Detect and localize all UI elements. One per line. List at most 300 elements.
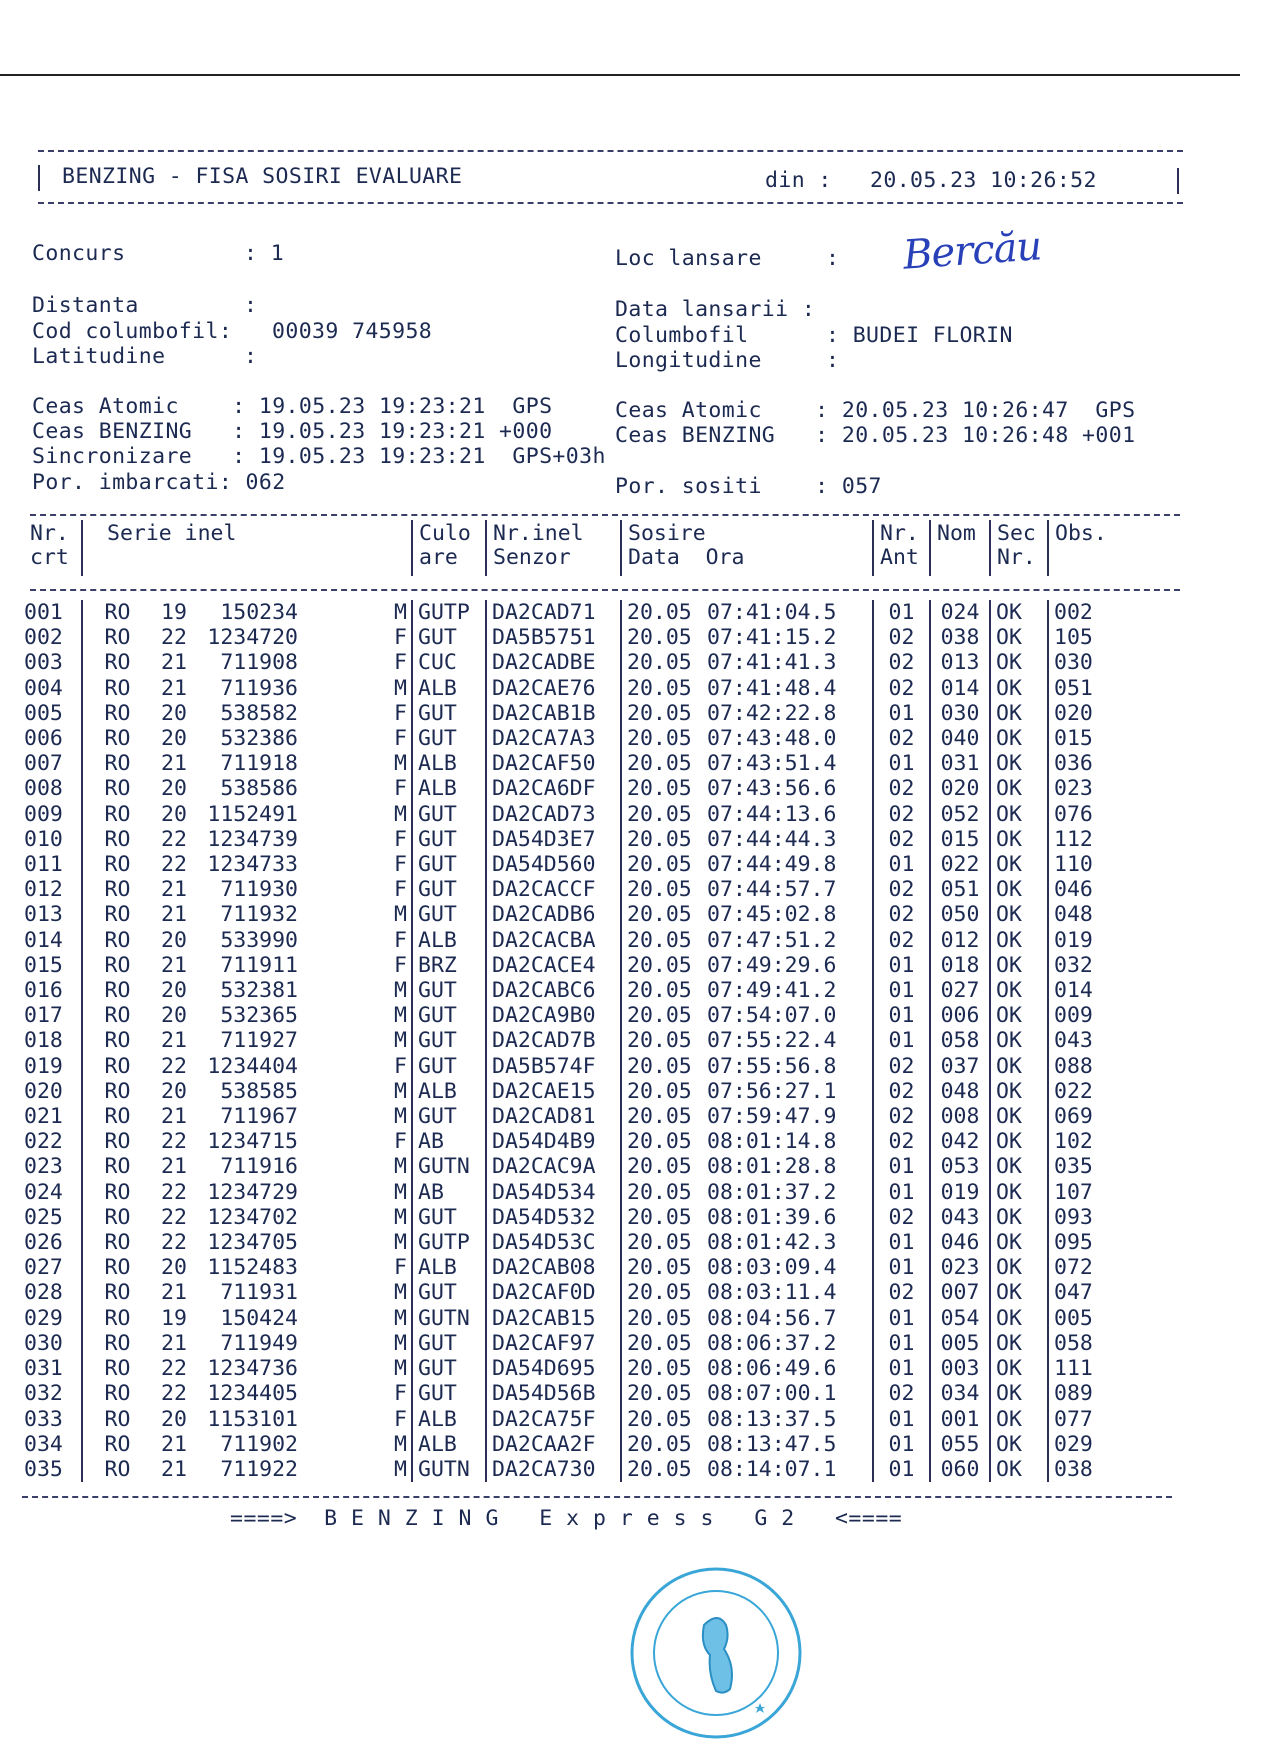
cell-sec-nr: OK	[990, 877, 1048, 902]
cell-obs: 046	[1048, 877, 1164, 902]
cell-ring-number: 711936	[220, 675, 298, 701]
cell-sex: F	[394, 650, 407, 676]
din-label: din :	[765, 168, 832, 193]
cell-sec-nr: OK	[990, 1306, 1048, 1331]
cell-year: 22	[161, 1381, 187, 1407]
cell-nr-ant: 01	[873, 1180, 930, 1205]
header-bottom-dashed-rule	[38, 202, 1183, 204]
cell-nr-crt: 014	[24, 927, 63, 953]
cell-obs: 058	[1048, 1331, 1164, 1356]
cell-sec-nr: OK	[990, 1104, 1048, 1129]
table-row	[20, 1003, 1164, 1028]
clock-left-atomic: Ceas Atomic : 19.05.23 19:23:21 GPS	[32, 394, 553, 419]
cell-ring-number: 532365	[220, 1003, 298, 1029]
cell-country: RO	[82, 877, 152, 902]
table-row	[20, 600, 1164, 625]
cell-year: 19	[161, 600, 187, 625]
cell-sec-nr: OK	[990, 1432, 1048, 1457]
cell-sec-nr: OK	[990, 1230, 1048, 1255]
cell-nr-crt: 004	[24, 675, 63, 701]
cell-sex: F	[394, 826, 407, 852]
cell-arrival-date: 20.05	[621, 1129, 707, 1154]
cell-arrival-time: 07:41:15.2	[707, 625, 837, 651]
din-timestamp: 20.05.23 10:26:52	[870, 168, 1097, 193]
cell-nom: 052	[930, 802, 990, 827]
cell-ring-number: 711930	[220, 877, 298, 903]
cell-ring-number: 1234729	[207, 1179, 298, 1205]
cell-obs: 069	[1048, 1104, 1164, 1129]
cell-arrival-time: 08:01:39.6	[707, 1204, 837, 1230]
cell-nr-crt: 025	[24, 1204, 63, 1230]
cell-obs: 009	[1048, 1003, 1164, 1028]
cell-nr-crt: 002	[24, 625, 63, 651]
cell-obs: 093	[1048, 1205, 1164, 1230]
table-top-dashed-rule	[30, 514, 1180, 516]
cell-sex: M	[394, 1154, 407, 1180]
cell-arrival-time: 07:42:22.8	[707, 700, 837, 726]
cell-arrival-time: 07:54:07.0	[707, 1003, 837, 1029]
cell-arrival-date: 20.05	[621, 676, 707, 701]
report-title: BENZING - FISA SOSIRI EVALUARE	[62, 164, 463, 189]
cell-year: 20	[161, 1406, 187, 1432]
cell-color: AB	[412, 1180, 486, 1205]
cell-sec-nr: OK	[990, 776, 1048, 801]
cell-ring-number: 533990	[220, 927, 298, 953]
cell-nom: 053	[930, 1154, 990, 1179]
cell-nr-ant: 02	[873, 650, 930, 675]
col-serie-inel: Serie inel	[82, 520, 412, 576]
table-row	[20, 827, 1164, 852]
cell-sec-nr: OK	[990, 953, 1048, 978]
cell-arrival-time: 07:44:57.7	[707, 877, 837, 903]
cell-nom: 012	[930, 928, 990, 953]
cell-sec-nr: OK	[990, 1180, 1048, 1205]
table-row	[20, 902, 1164, 927]
cell-sensor-ring: DA2CAF0D	[486, 1280, 621, 1305]
cell-ring-number: 1152483	[207, 1255, 298, 1281]
cell-country: RO	[82, 1457, 152, 1482]
table-row	[20, 1129, 1164, 1154]
table-row	[20, 625, 1164, 650]
cell-nr-ant: 01	[873, 1028, 930, 1053]
cell-country: RO	[82, 827, 152, 852]
cell-sex: F	[394, 927, 407, 953]
loc-lansare-label: Loc lansare	[615, 246, 762, 271]
cell-color: ALB	[412, 776, 486, 801]
cell-arrival-date: 20.05	[621, 1381, 707, 1406]
cell-arrival-time: 07:59:47.9	[707, 1104, 837, 1130]
cell-year: 22	[161, 625, 187, 651]
cell-sensor-ring: DA2CAB08	[486, 1255, 621, 1280]
cell-nr-crt: 019	[24, 1053, 63, 1079]
cell-color: ALB	[412, 1255, 486, 1280]
cell-arrival-time: 07:41:41.3	[707, 650, 837, 676]
table-row	[20, 726, 1164, 751]
cell-sec-nr: OK	[990, 650, 1048, 675]
cell-ring-number: 1234720	[207, 625, 298, 651]
cell-nom: 043	[930, 1205, 990, 1230]
cell-sec-nr: OK	[990, 1054, 1048, 1079]
cell-sec-nr: OK	[990, 978, 1048, 1003]
cell-arrival-time: 08:01:14.8	[707, 1129, 837, 1155]
arrivals-table	[20, 600, 1164, 1482]
cell-sensor-ring: DA2CADBE	[486, 650, 621, 675]
cell-country: RO	[82, 1205, 152, 1230]
cell-ring-number: 538586	[220, 776, 298, 802]
cell-nom: 055	[930, 1432, 990, 1457]
cell-sex: F	[394, 877, 407, 903]
cell-arrival-date: 20.05	[621, 1205, 707, 1230]
cell-arrival-time: 08:13:47.5	[707, 1431, 837, 1457]
cell-nr-crt: 006	[24, 726, 63, 752]
cell-country: RO	[82, 1432, 152, 1457]
table-row	[20, 1280, 1164, 1305]
cell-sex: F	[394, 700, 407, 726]
cell-obs: 043	[1048, 1028, 1164, 1053]
cell-sex: M	[394, 1330, 407, 1356]
cell-color: GUT	[412, 978, 486, 1003]
cell-ring-number: 1234705	[207, 1230, 298, 1256]
cell-obs: 110	[1048, 852, 1164, 877]
cell-arrival-time: 07:49:29.6	[707, 952, 837, 978]
cell-nr-crt: 035	[24, 1456, 63, 1482]
cell-year: 22	[161, 1053, 187, 1079]
cell-color: GUT	[412, 902, 486, 927]
cell-color: GUT	[412, 701, 486, 726]
cell-arrival-date: 20.05	[621, 1003, 707, 1028]
cell-nom: 060	[930, 1457, 990, 1482]
cell-country: RO	[82, 1356, 152, 1381]
cell-nr-crt: 030	[24, 1330, 63, 1356]
cell-ring-number: 711902	[220, 1431, 298, 1457]
table-row	[20, 1306, 1164, 1331]
cell-ring-number: 1234715	[207, 1129, 298, 1155]
columbofil-label: Columbofil	[615, 323, 749, 348]
table-row	[20, 1079, 1164, 1104]
cell-year: 22	[161, 1230, 187, 1256]
cell-nr-ant: 02	[873, 676, 930, 701]
cell-arrival-date: 20.05	[621, 625, 707, 650]
cell-sex: M	[394, 1003, 407, 1029]
cell-ring-number: 711916	[220, 1154, 298, 1180]
header-left-bar	[38, 165, 40, 191]
cell-nom: 006	[930, 1003, 990, 1028]
cell-nr-crt: 028	[24, 1280, 63, 1306]
table-row	[20, 1356, 1164, 1381]
latitudine-label: Latitudine	[32, 344, 166, 369]
cell-nr-ant: 02	[873, 802, 930, 827]
cell-arrival-time: 08:01:28.8	[707, 1154, 837, 1180]
cell-country: RO	[82, 1331, 152, 1356]
cell-country: RO	[82, 902, 152, 927]
cell-nr-ant: 01	[873, 852, 930, 877]
cell-country: RO	[82, 701, 152, 726]
cell-sec-nr: OK	[990, 701, 1048, 726]
cell-sensor-ring: DA2CA6DF	[486, 776, 621, 801]
cell-nr-ant: 01	[873, 751, 930, 776]
cell-sensor-ring: DA2CAD73	[486, 802, 621, 827]
cell-sec-nr: OK	[990, 902, 1048, 927]
table-bottom-dashed-rule	[22, 1496, 1172, 1498]
cell-sensor-ring: DA54D3E7	[486, 827, 621, 852]
table-row	[20, 751, 1164, 776]
cell-arrival-time: 07:43:56.6	[707, 776, 837, 802]
cell-sensor-ring: DA2CABC6	[486, 978, 621, 1003]
cell-nr-ant: 01	[873, 701, 930, 726]
cell-sec-nr: OK	[990, 751, 1048, 776]
cell-nr-crt: 029	[24, 1305, 63, 1331]
cell-year: 21	[161, 902, 187, 928]
cell-arrival-date: 20.05	[621, 877, 707, 902]
cell-color: GUT	[412, 1356, 486, 1381]
cell-arrival-time: 07:49:41.2	[707, 978, 837, 1004]
cell-sex: M	[394, 1456, 407, 1482]
clock-right-benzing: Ceas BENZING : 20.05.23 10:26:48 +001	[615, 423, 1136, 448]
cell-sex: F	[394, 726, 407, 752]
cell-ring-number: 1234733	[207, 852, 298, 878]
cell-arrival-time: 08:06:37.2	[707, 1330, 837, 1356]
benzing-footer: ====> B E N Z I N G E x p r e s s G 2 <====	[230, 1506, 903, 1531]
cell-sec-nr: OK	[990, 1407, 1048, 1432]
cell-country: RO	[82, 1129, 152, 1154]
header-underline-dashed-rule	[30, 589, 1180, 591]
cell-year: 21	[161, 1104, 187, 1130]
cell-year: 21	[161, 952, 187, 978]
cell-sensor-ring: DA2CAF50	[486, 751, 621, 776]
cell-arrival-date: 20.05	[621, 1432, 707, 1457]
cell-sec-nr: OK	[990, 827, 1048, 852]
cell-color: GUTN	[412, 1154, 486, 1179]
cell-sensor-ring: DA2CAD7B	[486, 1028, 621, 1053]
cell-arrival-time: 07:47:51.2	[707, 927, 837, 953]
cell-year: 21	[161, 1028, 187, 1054]
cell-nr-crt: 033	[24, 1406, 63, 1432]
cell-nom: 034	[930, 1381, 990, 1406]
cell-ring-number: 150234	[220, 600, 298, 625]
cell-sec-nr: OK	[990, 1154, 1048, 1179]
cell-country: RO	[82, 852, 152, 877]
cell-obs: 015	[1048, 726, 1164, 751]
cell-country: RO	[82, 928, 152, 953]
cell-sec-nr: OK	[990, 676, 1048, 701]
table-row	[20, 978, 1164, 1003]
table-row	[20, 1331, 1164, 1356]
table-row	[20, 1230, 1164, 1255]
cell-arrival-date: 20.05	[621, 1104, 707, 1129]
cell-year: 19	[161, 1305, 187, 1331]
cell-obs: 107	[1048, 1180, 1164, 1205]
cell-country: RO	[82, 802, 152, 827]
cell-sex: F	[394, 776, 407, 802]
table-row	[20, 1180, 1164, 1205]
cell-arrival-date: 20.05	[621, 1331, 707, 1356]
cell-nr-ant: 02	[873, 877, 930, 902]
cell-color: GUT	[412, 802, 486, 827]
cell-ring-number: 150424	[220, 1305, 298, 1331]
cell-arrival-date: 20.05	[621, 1306, 707, 1331]
cell-year: 20	[161, 726, 187, 752]
cell-nr-crt: 017	[24, 1003, 63, 1029]
cell-nom: 038	[930, 625, 990, 650]
cell-arrival-date: 20.05	[621, 953, 707, 978]
cell-arrival-time: 08:14:07.1	[707, 1456, 837, 1482]
cell-ring-number: 711927	[220, 1028, 298, 1054]
cell-nom: 018	[930, 953, 990, 978]
cell-sec-nr: OK	[990, 1331, 1048, 1356]
table-row	[20, 1457, 1164, 1482]
cell-sec-nr: OK	[990, 1129, 1048, 1154]
cell-year: 21	[161, 675, 187, 701]
cell-sec-nr: OK	[990, 1079, 1048, 1104]
cell-country: RO	[82, 1079, 152, 1104]
cell-sensor-ring: DA2CAE15	[486, 1079, 621, 1104]
cell-obs: 102	[1048, 1129, 1164, 1154]
clock-left-benzing: Ceas BENZING : 19.05.23 19:23:21 +000	[32, 419, 553, 444]
cell-arrival-date: 20.05	[621, 1154, 707, 1179]
table-row	[20, 1154, 1164, 1179]
cell-country: RO	[82, 726, 152, 751]
cell-nr-crt: 022	[24, 1129, 63, 1155]
cell-sex: M	[394, 1204, 407, 1230]
cell-ring-number: 711922	[220, 1456, 298, 1482]
cell-sensor-ring: DA2CAD71	[486, 600, 621, 625]
cell-year: 22	[161, 1129, 187, 1155]
clock-right-atomic: Ceas Atomic : 20.05.23 10:26:47 GPS	[615, 398, 1136, 423]
cell-nr-ant: 01	[873, 1457, 930, 1482]
cell-year: 22	[161, 1179, 187, 1205]
cell-obs: 032	[1048, 953, 1164, 978]
cell-country: RO	[82, 1154, 152, 1179]
cell-country: RO	[82, 751, 152, 776]
cell-ring-number: 1234702	[207, 1204, 298, 1230]
cell-nr-ant: 02	[873, 625, 930, 650]
cell-arrival-date: 20.05	[621, 1457, 707, 1482]
cell-sensor-ring: DA2CA75F	[486, 1407, 621, 1432]
table-row	[20, 1432, 1164, 1457]
cell-color: CUC	[412, 650, 486, 675]
cell-nr-ant: 01	[873, 1407, 930, 1432]
cell-obs: 023	[1048, 776, 1164, 801]
cell-nr-crt: 015	[24, 952, 63, 978]
cell-arrival-time: 08:03:11.4	[707, 1280, 837, 1306]
cell-nr-crt: 009	[24, 801, 63, 827]
cell-arrival-time: 07:44:13.6	[707, 801, 837, 827]
cell-ring-number: 711967	[220, 1104, 298, 1130]
cell-nr-crt: 027	[24, 1255, 63, 1281]
cell-color: GUTP	[412, 1230, 486, 1255]
cell-arrival-date: 20.05	[621, 1028, 707, 1053]
cell-nom: 020	[930, 776, 990, 801]
loc-lansare-colon: :	[826, 246, 840, 271]
cell-nr-ant: 02	[873, 1054, 930, 1079]
cell-nom: 007	[930, 1280, 990, 1305]
concurs-value: : 1	[244, 241, 285, 266]
cell-nr-ant: 02	[873, 1104, 930, 1129]
cell-color: GUT	[412, 1205, 486, 1230]
pigeon-icon	[703, 1618, 732, 1693]
cell-obs: 112	[1048, 827, 1164, 852]
cell-nr-ant: 01	[873, 1230, 930, 1255]
cell-nr-crt: 034	[24, 1431, 63, 1457]
cell-nom: 022	[930, 852, 990, 877]
cell-sensor-ring: DA54D534	[486, 1180, 621, 1205]
cell-color: GUT	[412, 1381, 486, 1406]
cell-color: GUT	[412, 852, 486, 877]
cell-obs: 077	[1048, 1407, 1164, 1432]
cell-nom: 013	[930, 650, 990, 675]
cell-sex: M	[394, 751, 407, 777]
cell-nr-ant: 02	[873, 1280, 930, 1305]
cell-year: 20	[161, 776, 187, 802]
cell-ring-number: 1234404	[207, 1053, 298, 1079]
cell-year: 20	[161, 927, 187, 953]
cell-nom: 037	[930, 1054, 990, 1079]
concurs-label: Concurs	[32, 241, 126, 266]
cell-arrival-time: 07:45:02.8	[707, 902, 837, 928]
cell-sec-nr: OK	[990, 1457, 1048, 1482]
cell-nom: 027	[930, 978, 990, 1003]
cell-nr-ant: 01	[873, 953, 930, 978]
cell-nr-ant: 02	[873, 776, 930, 801]
cell-obs: 022	[1048, 1079, 1164, 1104]
cell-nom: 024	[930, 600, 990, 625]
cell-year: 20	[161, 801, 187, 827]
cell-ring-number: 538585	[220, 1078, 298, 1104]
cell-nr-crt: 013	[24, 902, 63, 928]
cell-sec-nr: OK	[990, 1280, 1048, 1305]
cell-ring-number: 1234736	[207, 1356, 298, 1382]
cell-ring-number: 711931	[220, 1280, 298, 1306]
cell-obs: 020	[1048, 701, 1164, 726]
cell-sec-nr: OK	[990, 928, 1048, 953]
cell-nom: 050	[930, 902, 990, 927]
cell-arrival-time: 07:41:48.4	[707, 675, 837, 701]
cell-color: GUT	[412, 1104, 486, 1129]
cell-sex: F	[394, 852, 407, 878]
cell-sec-nr: OK	[990, 1028, 1048, 1053]
cell-nom: 005	[930, 1331, 990, 1356]
cell-arrival-date: 20.05	[621, 1255, 707, 1280]
cell-arrival-time: 07:41:04.5	[707, 600, 837, 625]
cell-country: RO	[82, 1306, 152, 1331]
cell-country: RO	[82, 676, 152, 701]
cell-nr-ant: 01	[873, 1154, 930, 1179]
cell-year: 21	[161, 877, 187, 903]
table-row	[20, 852, 1164, 877]
cell-sec-nr: OK	[990, 600, 1048, 625]
cell-sensor-ring: DA54D53C	[486, 1230, 621, 1255]
table-row	[20, 928, 1164, 953]
cell-year: 20	[161, 1255, 187, 1281]
cell-nr-ant: 01	[873, 1255, 930, 1280]
cell-arrival-time: 08:03:09.4	[707, 1255, 837, 1281]
cell-arrival-time: 08:04:56.7	[707, 1305, 837, 1331]
cell-obs: 105	[1048, 625, 1164, 650]
header-top-dashed-rule	[38, 150, 1183, 152]
cell-nr-crt: 008	[24, 776, 63, 802]
cell-arrival-date: 20.05	[621, 802, 707, 827]
cell-arrival-date: 20.05	[621, 1280, 707, 1305]
cell-arrival-time: 08:01:42.3	[707, 1230, 837, 1256]
cell-nom: 008	[930, 1104, 990, 1129]
cell-ring-number: 1234739	[207, 826, 298, 852]
cell-ring-number: 532381	[220, 978, 298, 1004]
cell-obs: 088	[1048, 1054, 1164, 1079]
cell-obs: 051	[1048, 676, 1164, 701]
cod-columbofil-label: Cod columbofil:	[32, 319, 233, 344]
cell-sex: F	[394, 1129, 407, 1155]
cell-nr-ant: 02	[873, 1079, 930, 1104]
